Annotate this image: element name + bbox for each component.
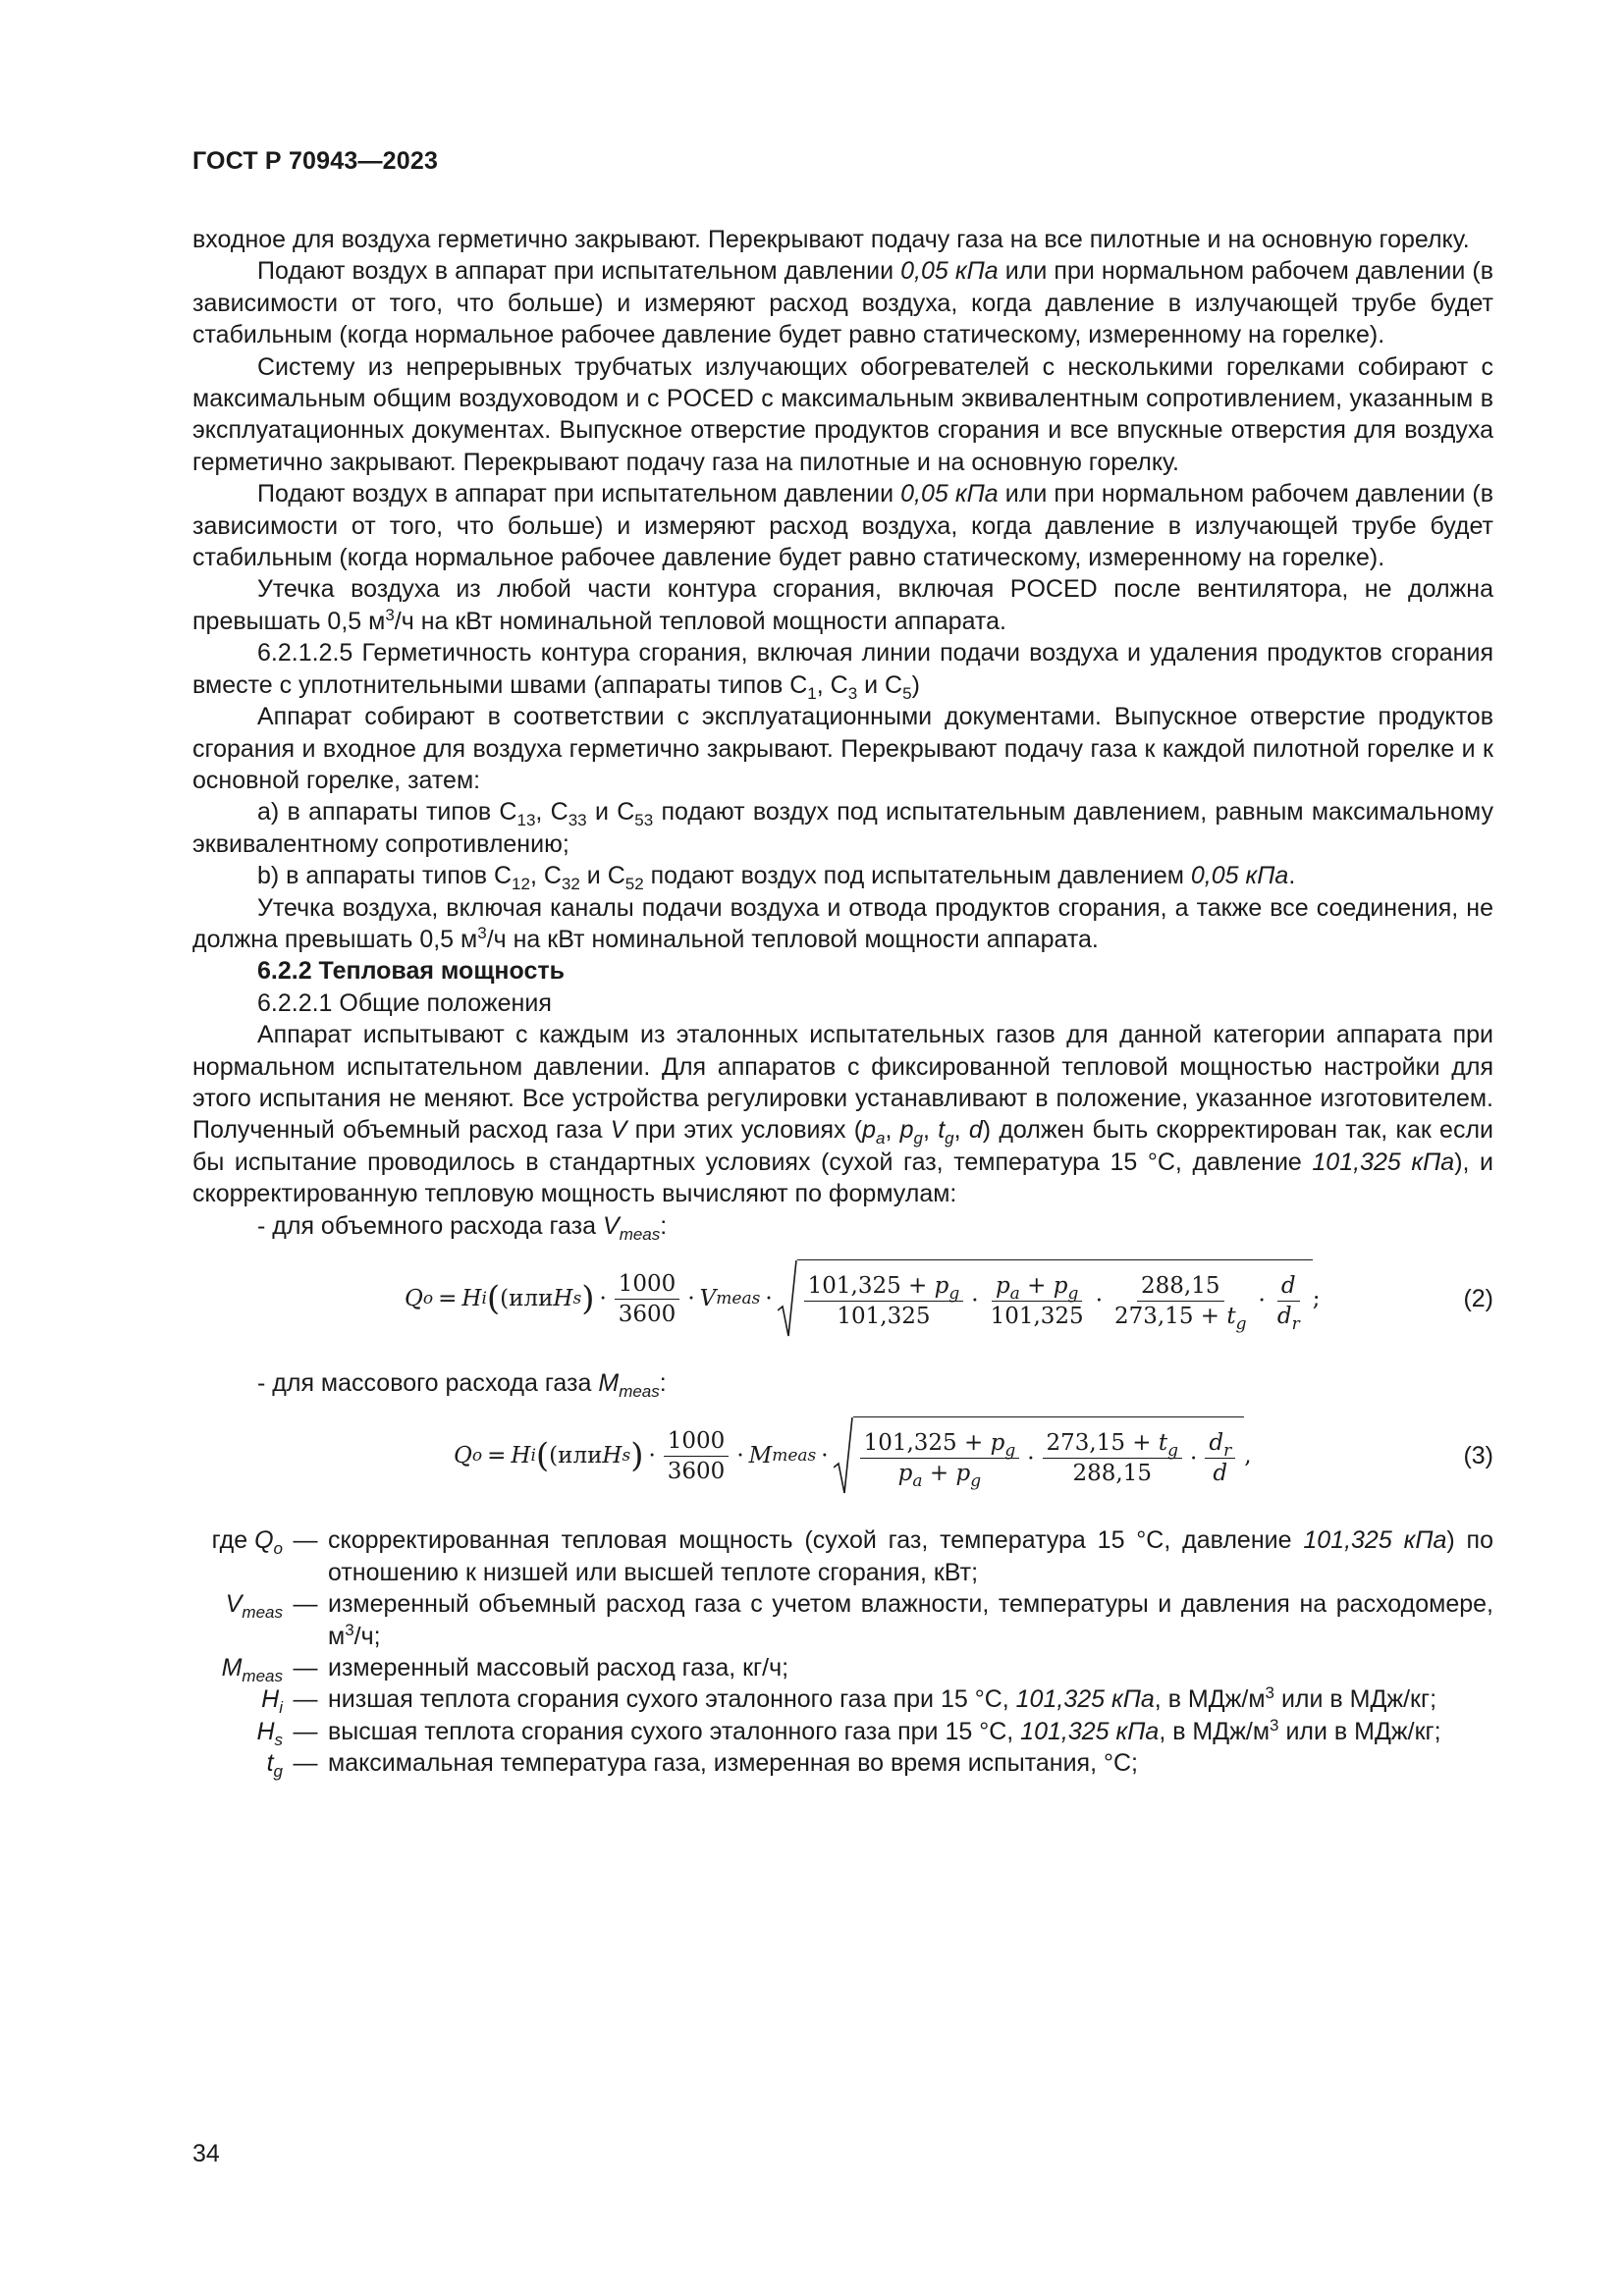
paragraph: Утечка воздуха из любой части контура сгорания, включая POCED после вентилятора, не должна превышать 0,5 $м^3/ч$ на кВт номинальной тепловой мощности аппарата. bbox=[192, 575, 1493, 635]
definition-hs: $H_s$ — высшая теплота сгорания сухого эталонного газа при 15 °С, 101,325 кПа, в МДж/$м^3$ или в МДж/кг; bbox=[256, 1715, 1441, 1749]
document-header: ГОСТ Р 70943—2023 bbox=[192, 147, 439, 175]
definition-vmeas: $V_{meas}$ — измеренный объемный расход газа с учетом влажности, температуры и давления на расходомере, $м^3/ч$; bbox=[225, 1590, 1493, 1650]
page-body bbox=[192, 224, 1493, 1780]
paragraph: Подают воздух в аппарат при испытательном давлении 0,05 кПа или при нормальном рабочем давлении (в зависимости от того, что больше) и измеряют расход воздуха, когда давление в излучающей трубе будет стабильным (когда нормальное рабочее давление будет равно статическому, измеренному на горелке). bbox=[192, 480, 1493, 572]
paragraph: Утечка воздуха, включая каналы подачи воздуха и отвода продуктов сгорания, а также все соединения, не должна превышать 0,5 $м^3/ч$ на кВт номинальной тепловой мощности аппарата. bbox=[192, 893, 1493, 953]
clause-6-2-1-2-5: 6.2.1.2.5 Герметичность контура сгорания, включая линии подачи воздуха и удаления продуктов сгорания вместе с уплотнительными швами (аппараты типов $С_1$, $С_3$ и $С_5$) bbox=[192, 639, 1493, 703]
definition-qo: где $Q_o$ — скорректированная тепловая мощность (сухой газ, температура 15 °С, давление 101,325 кПа) по отношению к низшей или высшей теплоте сгорания, кВт; bbox=[211, 1526, 1493, 1586]
definition-mmeas: $M_{meas}$ — измеренный массовый расход газа, кг/ч; bbox=[221, 1654, 789, 1686]
section-heading-6-2-2: 6.2.2 Тепловая мощность bbox=[257, 957, 565, 986]
page-number: 34 bbox=[192, 2140, 220, 2167]
square-root: $\frac{101,325 + p_g}{101,325}$ · $\frac{p_a + p_g}{101,325}$ · $\frac{288,15}{273,15 + t_g}$ · $\frac{d}{d_r}$ bbox=[778, 1259, 1313, 1338]
square-root: $\frac{101,325 + p_g}{p_a + p_g}$ · $\frac{273,15 + t_g}{288,15}$ · $\frac{d_r}{d}$ bbox=[834, 1416, 1245, 1495]
formula-number: (2) bbox=[1463, 1284, 1493, 1312]
list-item: a) в аппараты типов $С_{13}$, $С_{33}$ и $С_{53}$ подают воздух под испытательным давлением, равным максимальному эквивалентному сопротивлению; bbox=[192, 798, 1493, 858]
paragraph: входное для воздуха герметично закрывают. Перекрывают подачу газа на все пилотные и на основную горелку. bbox=[192, 226, 1470, 253]
definition-tg: $t_g$ — максимальная температура газа, измеренная во время испытания, °С; bbox=[266, 1749, 1138, 1782]
formula-lead-mass: - для массового расхода газа $M_{meas}$: bbox=[257, 1369, 667, 1401]
definition-hi: $H_i$ — низшая теплота сгорания сухого эталонного газа при 15 °С, 101,325 кПа, в МДж/$м^3$ или в МДж/кг; bbox=[261, 1683, 1437, 1718]
paragraph: Подают воздух в аппарат при испытательном давлении 0,05 кПа или при нормальном рабочем давлении (в зависимости от того, что больше) и измеряют расход воздуха, когда давление в излучающей трубе будет стабильным (когда нормальное рабочее давление будет равно статическому, измеренному на горелке). bbox=[192, 257, 1493, 349]
paragraph: Аппарат собирают в соответствии с эксплуатационными документами. Выпускное отверстие продуктов сгорания и входное для воздуха герметично закрывают. Перекрывают подачу газа к каждой пилотной горелке и к основной горелке, затем: bbox=[192, 703, 1493, 794]
paragraph: Систему из непрерывных трубчатых излучающих обогревателей с несколькими горелками собирают с максимальным общим воздуховодом и с POCED с максимальным эквивалентным сопротивлением, указанным в эксплуатационных документах. Выпускное отверстие продуктов сгорания и все впускные отверстия для воздуха герметично закрывают. Перекрывают подачу газа на пилотные и на основную горелку. bbox=[192, 352, 1493, 476]
paragraph: Аппарат испытывают с каждым из эталонных испытательных газов для данной категории аппарата при нормальном испытательном давлении. Для аппаратов с фиксированной тепловой мощностью настройки для этого испытания не меняют. Все устройства регулировки устанавливают в положение, указанное изготовителем. Полученный объемный расход газа V при этих условиях ($p_a$, $p_g$, $t_g$, d) должен быть скорректирован так, как если бы испытание проводилось в стандартных условиях (сухой газ, температура 15 °С, давление 101,325 кПа), и скорректированную тепловую мощность вычисляют по формулам: bbox=[192, 1021, 1494, 1208]
definitions-list bbox=[192, 1524, 1493, 1782]
list-item: b) в аппараты типов $С_{12}$, $С_{32}$ и $С_{52}$ подают воздух под испытательным давлением 0,05 кПа. bbox=[257, 862, 1296, 894]
clause-6-2-2-1: 6.2.2.1 Общие положения bbox=[257, 988, 552, 1017]
formula-3: Q o = H i ( (или H s ) · $\frac{1000}{3600}$ · M meas · $\frac{101,325 + p_g}{p_a + p_g}$ · $\frac{273,15 + t_g}{288,15}$ · $\frac{d_r}{d}$ , (3) bbox=[192, 1405, 1493, 1507]
formula-2: Q o = H i ( (или H s ) · $\frac{1000}{3600}$ · V meas · $\frac{101,325 + p_g}{101,325}$ · $\frac{p_a + p_g}{101,325}$ · $\frac{288,15}{273,15 + t_g}$ · $\frac{d}{d_r}$ ; (2) bbox=[192, 1248, 1493, 1350]
formula-number: (3) bbox=[1463, 1442, 1493, 1470]
formula-lead-volume: - для объемного расхода газа $V_{meas}$: bbox=[257, 1211, 668, 1244]
